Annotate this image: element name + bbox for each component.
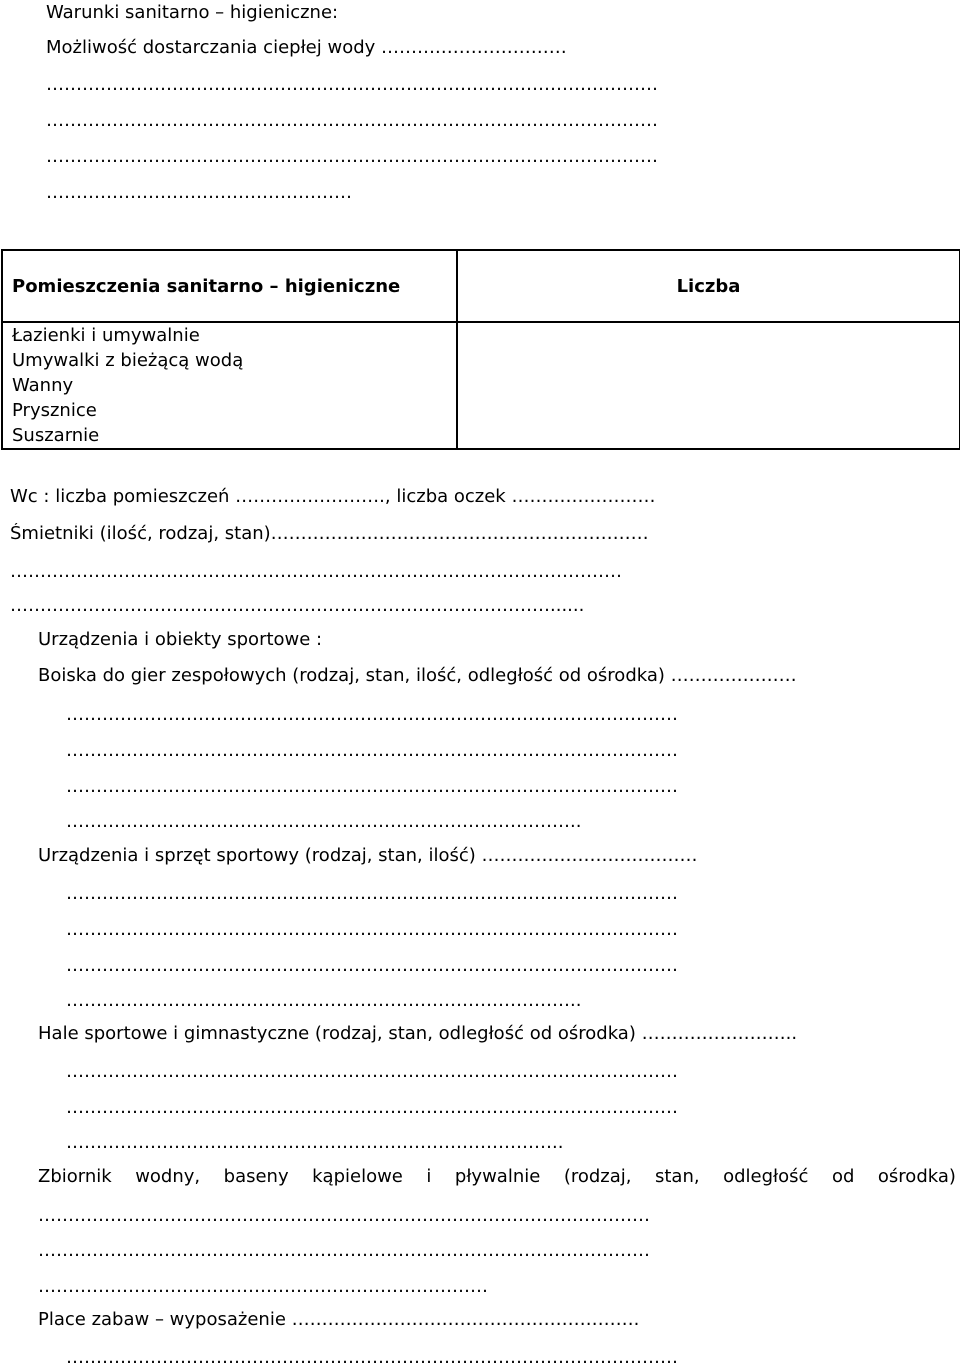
blank-line[interactable]: ………………………………………………………………………………………… [66, 1061, 678, 1082]
section-title: Warunki sanitarno – higieniczne: [46, 2, 339, 23]
sanitary-table [1, 249, 960, 450]
blank-line[interactable]: ………………………………………………………………………………………… [66, 1097, 678, 1118]
blank-line[interactable]: ……………………………………………………………………….. [66, 1132, 564, 1153]
halls-dots[interactable]: …………………….. [641, 1023, 798, 1044]
wc-label: Wc : liczba pomieszczeń [10, 486, 230, 507]
blank-line[interactable]: ………………………………………………………………………….. [66, 811, 582, 832]
hot-water-dots[interactable]: ……….………………… [381, 37, 567, 58]
blank-line[interactable]: ………………………………………………………………………………………… [38, 1240, 650, 1261]
water-word: (rodzaj, [563, 1166, 632, 1187]
water-row [38, 1166, 956, 1188]
playground-row [38, 1309, 639, 1331]
blank-line[interactable]: ………………………………………………………………………………………… [66, 883, 678, 904]
blank-line[interactable]: ………………………………………………………………… [38, 1276, 488, 1297]
fields-row [38, 665, 797, 687]
trash-label: Śmietniki (ilość, rodzaj, stan) [10, 523, 271, 544]
table-header-count: Liczba [457, 250, 960, 322]
water-word: Zbiornik [38, 1166, 112, 1187]
halls-row [38, 1023, 797, 1045]
trash-row [10, 523, 649, 545]
blank-line[interactable]: ………………………………………………………………………………………… [46, 74, 658, 95]
hot-water-label: Możliwość dostarczania ciepłej wody [46, 37, 376, 58]
table-item: Łazienki i umywalnie [12, 325, 200, 346]
equipment-dots[interactable]: ……………………………… [481, 845, 698, 866]
trash-dots[interactable]: ……………………………………………………… [270, 523, 649, 544]
wc-seats-dots[interactable]: …………………… [511, 486, 656, 507]
water-word: pływalnie [454, 1166, 541, 1187]
blank-line[interactable]: …………………………………………… [46, 182, 352, 203]
blank-line[interactable]: ………………………………………………………………………………………… [66, 704, 678, 725]
blank-line[interactable]: ………………………………………………………………………………………… [66, 955, 678, 976]
fields-dots[interactable]: ………………… [670, 665, 797, 686]
equipment-row [38, 845, 698, 867]
blank-line[interactable]: ………………………………………………………………………………………… [66, 919, 678, 940]
blank-line[interactable]: ………………………………………………………………………………………… [66, 776, 678, 797]
playground-dots[interactable]: …………………………………………………. [291, 1309, 640, 1330]
wc-row [10, 486, 655, 508]
water-word: stan, [655, 1166, 700, 1187]
wc-mid-label: , liczba oczek [384, 486, 506, 507]
water-word: kąpielowe [312, 1166, 403, 1187]
table-item: Umywalki z bieżącą wodą [12, 350, 244, 371]
table-item: Wanny [12, 375, 74, 396]
water-word: ośrodka) [877, 1166, 956, 1187]
water-word: odległość [723, 1166, 809, 1187]
table-items-cell [2, 322, 457, 449]
equipment-label: Urządzenia i sprzęt sportowy (rodzaj, stan, ilość) [38, 845, 476, 866]
water-word: i [426, 1166, 432, 1187]
fields-label: Boiska do gier zespołowych (rodzaj, stan, ilość, odległość od ośrodka) [38, 665, 665, 686]
blank-line[interactable]: ………………………………………………………………………………...... [10, 595, 585, 616]
blank-line[interactable]: ………………………………………………………………………………………… [46, 146, 658, 167]
water-word: od [831, 1166, 855, 1187]
blank-line[interactable]: ………………………………………………………………………………………… [10, 561, 622, 582]
table-item: Suszarnie [12, 425, 100, 446]
blank-line[interactable]: ………………………………………………………………………………………… [46, 110, 658, 131]
blank-line[interactable]: ………………………………………………………………………………………… [66, 740, 678, 761]
sports-heading: Urządzenia i obiekty sportowe : [38, 629, 323, 650]
playground-label: Place zabaw – wyposażenie [38, 1309, 286, 1330]
table-item: Prysznice [12, 400, 97, 421]
water-word: wodny, [135, 1166, 201, 1187]
table-count-cell[interactable] [457, 322, 960, 449]
hot-water-row [46, 37, 567, 59]
blank-line[interactable]: ………………………………………………………………………………………… [66, 1347, 678, 1364]
blank-line[interactable]: ………………………………………………………………………………………… [38, 1205, 650, 1226]
wc-rooms-dots[interactable]: ……………………. [235, 486, 385, 507]
blank-line[interactable]: ………………………………………………………………………….. [66, 990, 582, 1011]
halls-label: Hale sportowe i gimnastyczne (rodzaj, stan, odległość od ośrodka) [38, 1023, 636, 1044]
table-header-rooms: Pomieszczenia sanitarno – higieniczne [2, 250, 457, 322]
water-word: baseny [223, 1166, 289, 1187]
